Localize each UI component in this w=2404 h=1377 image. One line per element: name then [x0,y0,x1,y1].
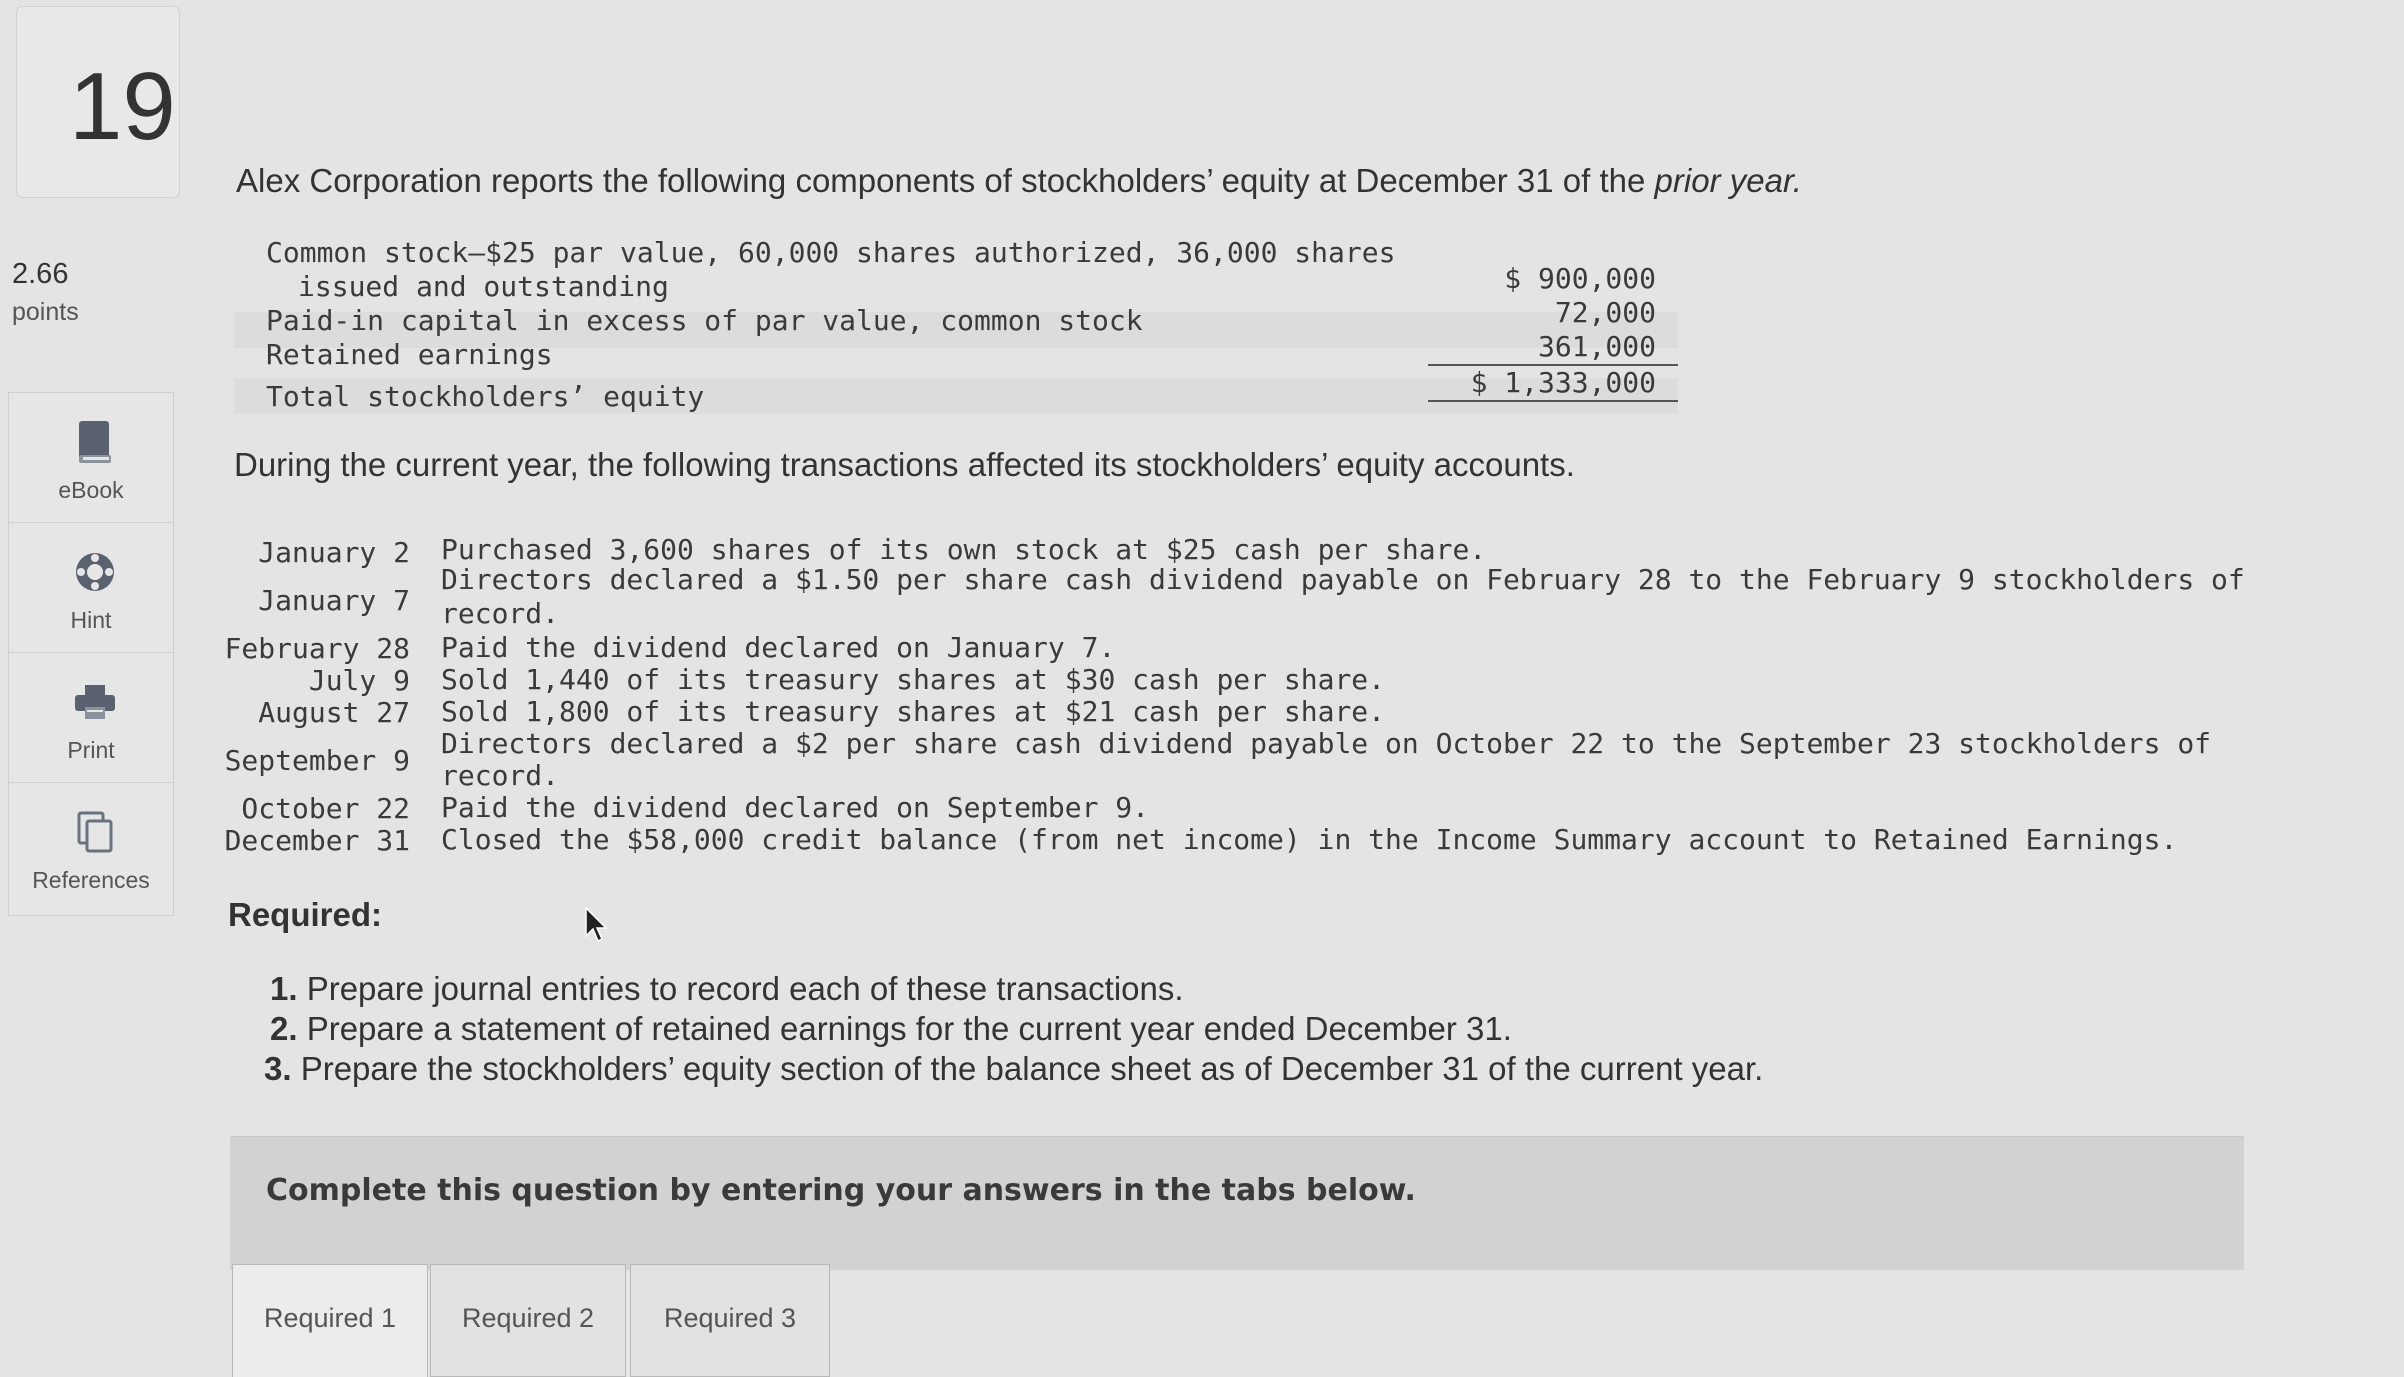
lifebuoy-icon [73,549,117,595]
transaction-desc-cont: record. [441,759,560,792]
transaction-date: January 7 [258,584,410,617]
total-rule [1428,400,1678,402]
transaction-date: September 9 [224,744,410,777]
transaction-desc: Sold 1,800 of its treasury shares at $21 cash per share. [441,695,1386,728]
equity-label: Paid-in capital in excess of par value, common stock [266,304,1143,337]
transaction-date: February 28 [224,632,410,665]
question-number: 19 [69,53,176,160]
required-item [270,1010,1512,1048]
equity-label: Retained earnings [266,338,553,371]
print-label: Print [67,737,115,763]
required-item-number: 2. [270,1010,298,1047]
equity-label-cont: issued and outstanding [298,270,669,303]
ebook-label: eBook [58,477,124,503]
instructions-banner [230,1136,2244,1270]
required-item [270,970,1184,1008]
transaction-date: July 9 [308,664,410,697]
transaction-desc: Directors declared a $1.50 per share cash dividend payable on February 28 to the February 9 stockholders of [441,563,2245,596]
hint-label: Hint [70,607,112,633]
transaction-date: October 22 [241,792,410,825]
transaction-date: January 2 [258,536,410,569]
question-number-box [16,6,180,198]
transaction-desc: Paid the dividend declared on September 9. [441,791,1150,824]
tools-panel [8,392,174,916]
points-label: points [12,298,79,326]
documents-icon [73,809,117,855]
equity-label: Common stock–$25 par value, 60,000 shares authorized, 36,000 shares [266,236,1396,269]
transactions-intro: During the current year, the following transactions affected its stockholders’ equity accounts. [234,446,1575,483]
tab-required-2[interactable] [430,1264,626,1377]
intro-text-main: Alex Corporation reports the following components of stockholders’ equity at December 31 of the [236,162,1655,199]
required-heading: Required: [228,896,383,933]
required-item-number: 1. [270,970,298,1007]
hint-button[interactable] [9,523,173,653]
print-button[interactable] [9,653,173,783]
tab-label: Required 2 [461,1303,595,1333]
required-item-text: Prepare a statement of retained earnings for the current year ended December 31. [306,1010,1512,1047]
tab-label: Required 1 [263,1303,397,1333]
references-label: References [32,867,150,893]
required-item-text: Prepare the stockholders’ equity section of the balance sheet as of December 31 of the current year. [300,1050,1764,1087]
transaction-date: August 27 [258,696,410,729]
banner-text: Complete this question by entering your answers in the tabs below. [266,1173,1416,1208]
transaction-desc: Sold 1,440 of its treasury shares at $30 cash per share. [441,663,1386,696]
equity-value: $ 900,000 [1504,262,1656,295]
required-item-text: Prepare journal entries to record each of these transactions. [306,970,1184,1007]
transaction-desc-cont: record. [441,597,560,630]
references-button[interactable] [9,783,173,913]
equity-value: 72,000 [1554,296,1656,329]
printer-icon [73,679,117,725]
equity-total-value: $ 1,333,000 [1470,366,1656,399]
transaction-desc: Paid the dividend declared on January 7. [441,631,1116,664]
equity-value: 361,000 [1537,330,1656,363]
book-icon [73,419,117,465]
equity-label: Total stockholders’ equity [266,380,705,413]
tab-required-3[interactable] [630,1264,830,1377]
mouse-cursor-icon [584,906,612,946]
required-item [264,1050,1763,1088]
tab-required-1[interactable] [232,1264,428,1377]
tab-label: Required 3 [663,1303,797,1333]
intro-text [236,162,1802,200]
required-item-number: 3. [264,1050,292,1087]
transaction-desc: Directors declared a $2 per share cash dividend payable on October 22 to the September 23 stockholders of [441,727,2212,760]
points-value: 2.66 [12,258,69,290]
intro-text-emphasis: prior year. [1654,162,1802,199]
transaction-desc: Purchased 3,600 shares of its own stock at $25 cash per share. [441,533,1487,566]
ebook-button[interactable] [9,393,173,523]
transaction-desc: Closed the $58,000 credit balance (from net income) in the Income Summary account to Retained Earnings. [441,823,2178,856]
transaction-date: December 31 [224,824,410,857]
